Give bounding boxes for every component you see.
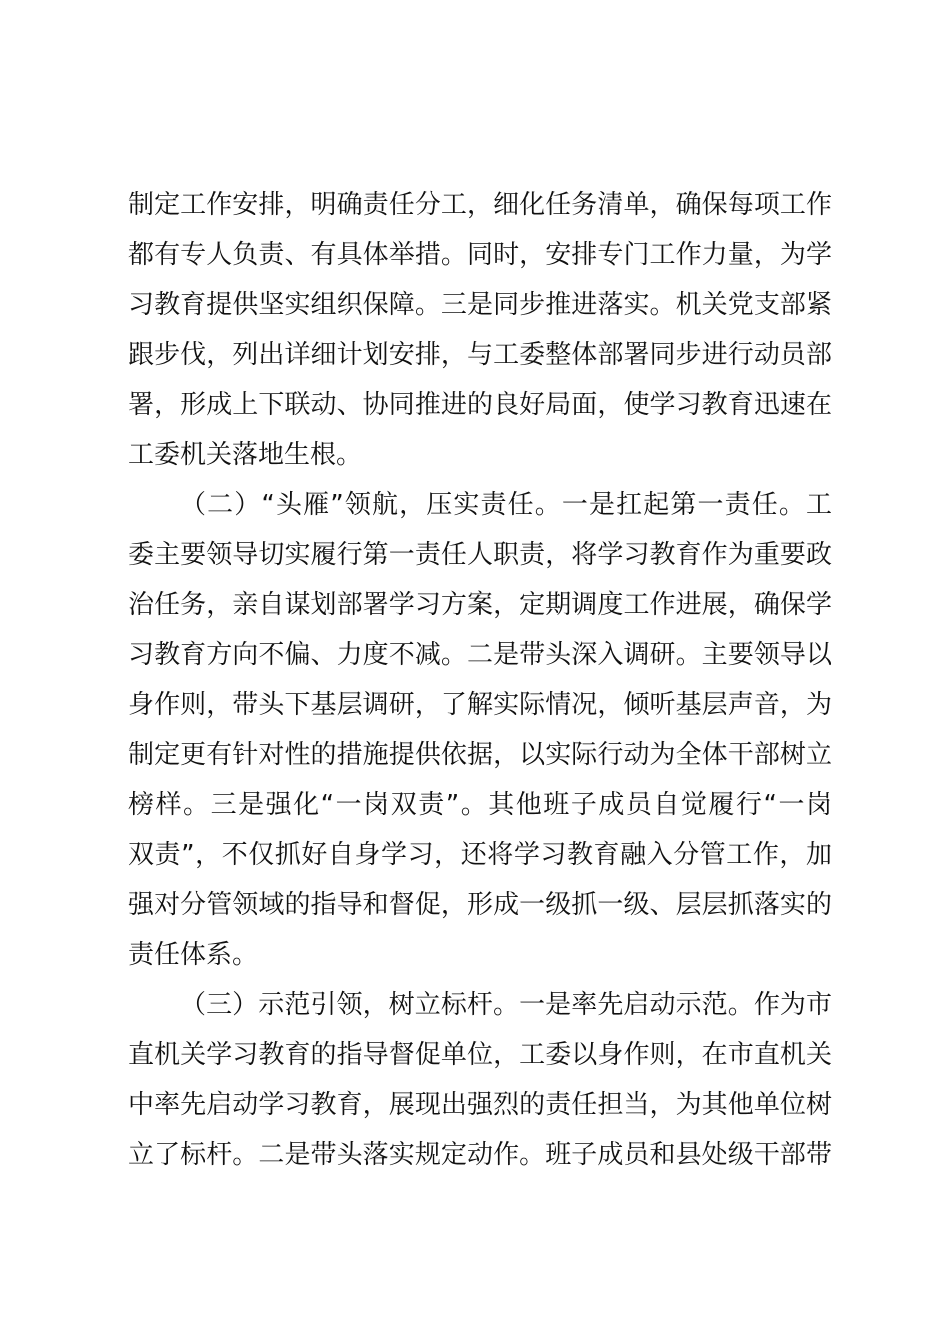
paragraph-line: 署，形成上下联动、协同推进的良好局面，使学习教育迅速在 bbox=[128, 390, 832, 420]
paragraph-line: 工委机关落地生根。 bbox=[128, 440, 363, 470]
paragraph-line: 中率先启动学习教育，展现出强烈的责任担当，为其他单位树 bbox=[128, 1090, 832, 1120]
paragraph-line: 制定更有针对性的措施提供依据，以实际行动为全体干部树立 bbox=[128, 740, 832, 770]
paragraph-line: 习教育方向不偏、力度不减。二是带头深入调研。主要领导以 bbox=[128, 640, 832, 670]
paragraph-line: 榜样。三是强化“一岗双责”。其他班子成员自觉履行“一岗 bbox=[128, 790, 832, 820]
paragraph-line: 委主要领导切实履行第一责任人职责，将学习教育作为重要政 bbox=[128, 540, 832, 570]
paragraph-1 bbox=[128, 180, 832, 480]
paragraph-line: 身作则，带头下基层调研，了解实际情况，倾听基层声音，为 bbox=[128, 690, 832, 720]
paragraph-3 bbox=[128, 980, 832, 1180]
paragraph-line: （三）示范引领，树立标杆。一是率先启动示范。作为市 bbox=[180, 990, 832, 1020]
paragraph-line: 制定工作安排，明确责任分工，细化任务清单，确保每项工作 bbox=[128, 190, 832, 220]
paragraph-line: 强对分管领域的指导和督促，形成一级抓一级、层层抓落实的 bbox=[128, 890, 832, 920]
paragraph-line: 直机关学习教育的指导督促单位，工委以身作则，在市直机关 bbox=[128, 1040, 832, 1070]
paragraph-line: 责任体系。 bbox=[128, 940, 259, 970]
paragraph-line: 立了标杆。二是带头落实规定动作。班子成员和县处级干部带 bbox=[128, 1140, 832, 1170]
paragraph-line: 双责”，不仅抓好自身学习，还将学习教育融入分管工作，加 bbox=[128, 840, 832, 870]
paragraph-2 bbox=[128, 480, 832, 980]
paragraph-line: 习教育提供坚实组织保障。三是同步推进落实。机关党支部紧 bbox=[128, 290, 832, 320]
paragraph-line: （二）“头雁”领航，压实责任。一是扛起第一责任。工 bbox=[180, 490, 832, 520]
paragraph-line: 治任务，亲自谋划部署学习方案，定期调度工作进展，确保学 bbox=[128, 590, 832, 620]
paragraph-line: 都有专人负责、有具体举措。同时，安排专门工作力量，为学 bbox=[128, 240, 832, 270]
paragraph-line: 跟步伐，列出详细计划安排，与工委整体部署同步进行动员部 bbox=[128, 340, 832, 370]
